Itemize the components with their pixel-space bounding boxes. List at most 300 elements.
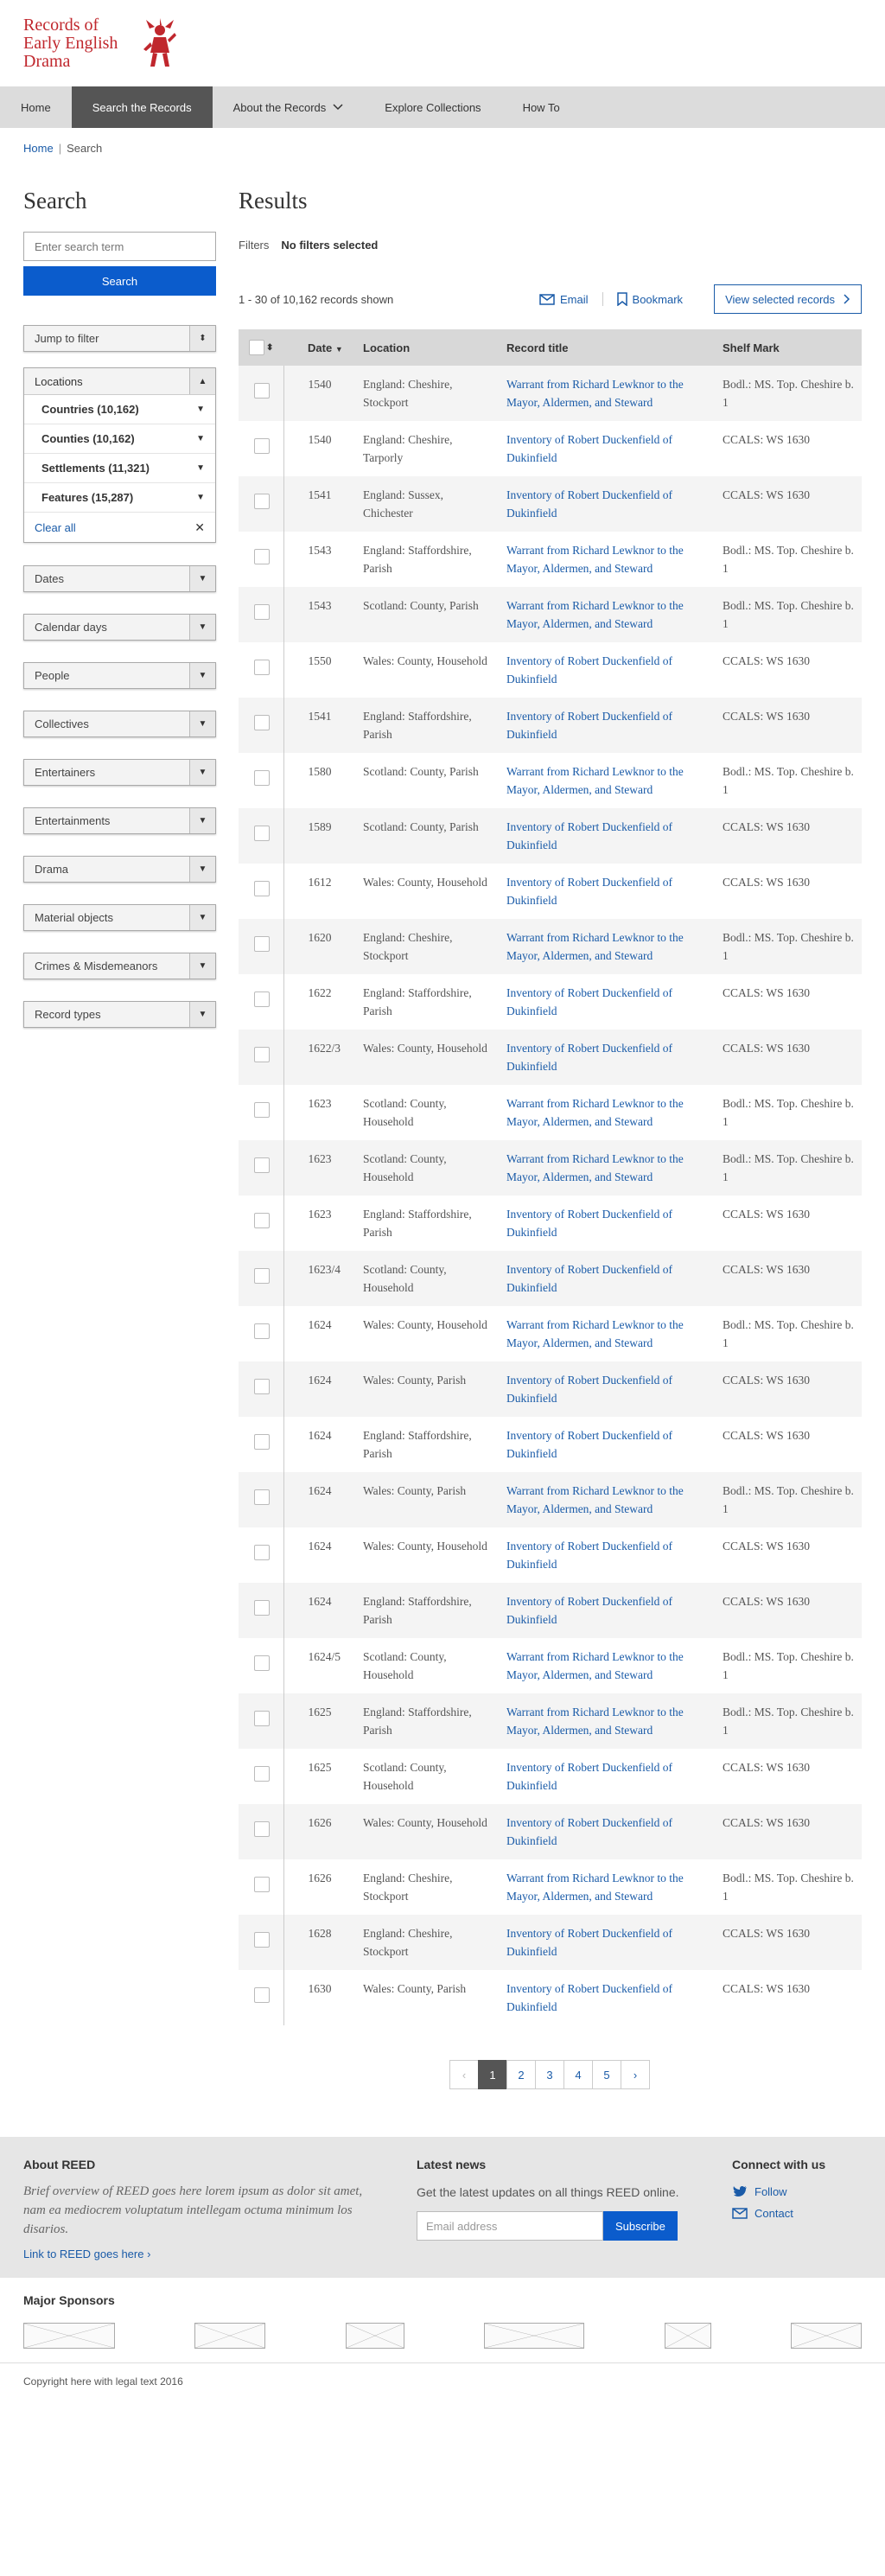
row-checkbox[interactable] [254, 1766, 270, 1782]
news-text: Get the latest updates on all things REED online. [417, 2185, 679, 2199]
row-location: Scotland: County, Household [356, 1251, 500, 1306]
table-row[interactable] [239, 1140, 862, 1196]
subscribe-button[interactable]: Subscribe [603, 2211, 678, 2241]
contact-link[interactable] [732, 2207, 862, 2220]
table-row[interactable] [239, 642, 862, 698]
table-row[interactable] [239, 1749, 862, 1804]
table-row[interactable] [239, 1915, 862, 1970]
row-checkbox[interactable] [254, 1600, 270, 1616]
row-date: 1624 [308, 1540, 332, 1553]
date-column-header[interactable] [283, 329, 356, 366]
row-checkbox[interactable] [254, 1434, 270, 1450]
table-row[interactable] [239, 1583, 862, 1638]
sidebar-heading: Search [23, 188, 87, 214]
table-row[interactable] [239, 1859, 862, 1915]
row-checkbox-cell[interactable] [239, 1804, 283, 1859]
row-title-cell [500, 532, 716, 587]
record-title-link[interactable]: Inventory of Robert Duckenfield of Dukinfield [506, 488, 672, 520]
row-checkbox-cell[interactable] [239, 1915, 283, 1970]
connect-heading: Connect with us [732, 2158, 826, 2171]
page-2-button[interactable]: 2 [506, 2060, 536, 2089]
row-checkbox-cell[interactable] [239, 476, 283, 532]
table-header-row [239, 329, 862, 366]
row-checkbox-cell[interactable] [239, 1251, 283, 1306]
row-checkbox[interactable] [254, 1323, 270, 1339]
record-title-link[interactable]: Inventory of Robert Duckenfield of Dukinfield [506, 1374, 672, 1405]
row-checkbox[interactable] [254, 660, 270, 675]
facet-countries[interactable] [24, 395, 215, 424]
close-icon: ✕ [194, 520, 205, 534]
page-3-button[interactable]: 3 [535, 2060, 564, 2089]
search-button[interactable]: Search [23, 266, 216, 296]
table-row[interactable] [239, 1693, 862, 1749]
table-row[interactable] [239, 974, 862, 1030]
facet-material-objects-label: Material objects [35, 911, 114, 924]
results-panel [239, 169, 862, 2089]
clear-all-filters[interactable] [24, 513, 215, 542]
row-checkbox-cell[interactable] [239, 1693, 283, 1749]
row-shelf-mark: CCALS: WS 1630 [723, 1540, 811, 1553]
record-title-link[interactable]: Inventory of Robert Duckenfield of Dukinfield [506, 1595, 672, 1626]
about-link[interactable]: Link to REED goes here › [23, 2248, 151, 2260]
row-checkbox-cell[interactable] [239, 1085, 283, 1140]
row-checkbox[interactable] [254, 1545, 270, 1560]
facet-crimes-label: Crimes & Misdemeanors [35, 960, 158, 972]
row-checkbox-cell[interactable] [239, 1472, 283, 1527]
caret-down-icon: ▼ [196, 434, 205, 443]
row-date: 1624 [308, 1318, 332, 1331]
table-row[interactable] [239, 864, 862, 919]
follow-label: Follow [754, 2185, 787, 2198]
row-checkbox[interactable] [254, 1489, 270, 1505]
row-shelf-mark: Bodl.: MS. Top. Cheshire b. 1 [723, 1097, 854, 1128]
view-selected-button[interactable] [714, 284, 862, 314]
envelope-icon [539, 294, 555, 305]
date-column-label: Date [308, 341, 333, 354]
newsletter-email-input[interactable]: Email address [417, 2211, 603, 2241]
row-title-cell [500, 1417, 716, 1472]
record-title-link[interactable]: Inventory of Robert Duckenfield of Dukinfield [506, 986, 672, 1017]
row-title-cell [500, 587, 716, 642]
row-checkbox-cell[interactable] [239, 1417, 283, 1472]
row-checkbox-cell[interactable] [239, 1970, 283, 2025]
table-row[interactable] [239, 1030, 862, 1085]
facet-people-label: People [35, 669, 70, 682]
facet-settlements-label: Settlements (11,321) [41, 462, 150, 475]
row-checkbox[interactable] [254, 1157, 270, 1173]
record-title-link[interactable]: Warrant from Richard Lewknor to the Mayor, Aldermen, and Steward [506, 378, 684, 409]
chevron-down-icon [333, 104, 343, 111]
row-checkbox-cell[interactable] [239, 698, 283, 753]
record-title-link[interactable]: Inventory of Robert Duckenfield of Dukinfield [506, 433, 672, 464]
row-date: 1624 [283, 1472, 356, 1527]
row-location: Scotland: County, Household [356, 1140, 500, 1196]
facet-crimes[interactable] [23, 953, 216, 979]
row-checkbox-cell[interactable] [239, 753, 283, 808]
row-date: 1625 [283, 1693, 356, 1749]
record-title-link[interactable]: Warrant from Richard Lewknor to the Mayor, Aldermen, and Steward [506, 1318, 684, 1349]
sort-arrows-icon: ⬍ [266, 342, 274, 353]
row-date: 1623 [283, 1140, 356, 1196]
sponsor-logo-placeholder[interactable] [194, 2323, 265, 2349]
row-shelf-mark: Bodl.: MS. Top. Cheshire b. 1 [723, 544, 854, 575]
table-row[interactable] [239, 1638, 862, 1693]
row-title-cell [500, 366, 716, 421]
sort-down-icon: ▼ [334, 344, 343, 354]
row-location: England: Cheshire, Stockport [356, 1915, 500, 1970]
record-title-link[interactable]: Inventory of Robert Duckenfield of Dukinfield [506, 820, 672, 851]
row-title-cell [500, 1085, 716, 1140]
row-date: 1623 [308, 1097, 332, 1110]
record-title-link[interactable]: Inventory of Robert Duckenfield of Dukinfield [506, 1816, 672, 1847]
row-checkbox-cell[interactable] [239, 1306, 283, 1361]
row-date: 1624 [308, 1429, 332, 1442]
row-checkbox[interactable] [254, 1877, 270, 1892]
about-text: Brief overview of REED goes here lorem ipsum as dolor sit amet, nam ea mediocrem voluptatum intellegam octuma minimum los disarios. [23, 2184, 363, 2236]
record-title-link[interactable]: Warrant from Richard Lewknor to the Mayor, Aldermen, and Steward [506, 1152, 684, 1183]
row-checkbox[interactable] [254, 549, 270, 564]
row-location: England: Staffordshire, Parish [356, 1583, 500, 1638]
record-title-link[interactable]: Warrant from Richard Lewknor to the Mayor, Aldermen, and Steward [506, 1871, 684, 1903]
facet-material-objects[interactable] [23, 904, 216, 931]
row-location: England: Staffordshire, Parish [363, 986, 472, 1017]
bookmark-label: Bookmark [632, 292, 684, 306]
row-checkbox-cell[interactable] [239, 1361, 283, 1417]
next-page-button[interactable]: › [621, 2060, 650, 2089]
row-title-cell [500, 1361, 716, 1417]
row-location: Scotland: County, Parish [356, 587, 500, 642]
sponsor-logos [23, 2323, 862, 2349]
main-nav [0, 86, 885, 128]
row-title-cell [500, 476, 716, 532]
table-row[interactable] [239, 1472, 862, 1527]
prev-page-button[interactable]: ‹ [449, 2060, 479, 2089]
record-title-link[interactable]: Inventory of Robert Duckenfield of Dukinfield [506, 710, 672, 741]
row-checkbox-cell[interactable] [239, 421, 283, 476]
record-title-link[interactable]: Warrant from Richard Lewknor to the Mayor, Aldermen, and Steward [506, 1706, 684, 1737]
row-checkbox-cell[interactable] [239, 1583, 283, 1638]
table-row[interactable] [239, 919, 862, 974]
row-title-cell [500, 974, 716, 1030]
email-label: Email [560, 292, 589, 306]
table-row[interactable] [239, 1085, 862, 1140]
breadcrumb-home[interactable]: Home [23, 142, 54, 155]
caret-down-icon: ▼ [196, 493, 205, 502]
email-button[interactable] [525, 293, 602, 306]
row-title-cell [500, 1693, 716, 1749]
breadcrumb-current: Search [67, 142, 103, 155]
record-title-link[interactable]: Inventory of Robert Duckenfield of Dukinfield [506, 876, 672, 907]
facet-entertainments-label: Entertainments [35, 814, 111, 827]
site-title[interactable]: Records of Early English Drama [23, 15, 118, 71]
row-shelf-mark: Bodl.: MS. Top. Cheshire b. 1 [723, 1871, 854, 1903]
row-checkbox[interactable] [254, 494, 270, 509]
table-row[interactable] [239, 1527, 862, 1583]
row-title-cell [500, 864, 716, 919]
row-shelf-mark: Bodl.: MS. Top. Cheshire b. 1 [723, 1650, 854, 1681]
row-checkbox-cell[interactable] [239, 919, 283, 974]
row-date: 1630 [308, 1982, 332, 1995]
row-checkbox-cell[interactable] [239, 1527, 283, 1583]
follow-link[interactable] [732, 2185, 862, 2198]
row-title-cell [500, 1196, 716, 1251]
locations-facet-label: Locations [35, 374, 83, 388]
row-title-cell [500, 1306, 716, 1361]
table-row[interactable] [239, 1196, 862, 1251]
row-shelf-mark: CCALS: WS 1630 [716, 808, 862, 864]
row-date: 1622/3 [283, 1030, 356, 1085]
row-date: 1541 [283, 476, 356, 532]
select-all-column[interactable] [239, 329, 283, 366]
row-checkbox[interactable] [254, 826, 270, 841]
row-title-cell [500, 698, 716, 753]
row-date: 1622 [308, 986, 332, 999]
table-row[interactable] [239, 1306, 862, 1361]
row-checkbox[interactable] [254, 1987, 270, 2003]
row-checkbox[interactable] [254, 936, 270, 952]
row-title-cell [500, 1859, 716, 1915]
row-title-cell [500, 1472, 716, 1527]
row-location: Scotland: County, Household [363, 1097, 447, 1128]
facet-features[interactable] [24, 483, 215, 513]
row-checkbox[interactable] [254, 438, 270, 454]
row-checkbox-cell[interactable] [239, 808, 283, 864]
row-title-cell [500, 1251, 716, 1306]
facet-entertainers[interactable] [23, 759, 216, 786]
row-location: Wales: County, Parish [356, 1472, 500, 1527]
sponsor-logo-placeholder[interactable] [791, 2323, 862, 2349]
row-location: Scotland: County, Parish [363, 765, 479, 778]
sponsor-logo-placeholder[interactable] [484, 2323, 584, 2349]
facet-counties[interactable] [24, 424, 215, 454]
page-5-button[interactable]: 5 [592, 2060, 621, 2089]
title-column-header: Record title [500, 329, 716, 366]
row-checkbox-cell[interactable] [239, 587, 283, 642]
row-location: Wales: County, Household [356, 1804, 500, 1859]
row-checkbox[interactable] [254, 881, 270, 896]
row-shelf-mark: Bodl.: MS. Top. Cheshire b. 1 [716, 366, 862, 421]
row-checkbox[interactable] [254, 1821, 270, 1837]
row-location: Wales: County, Household [363, 1540, 487, 1553]
caret-down-icon: ▼ [189, 953, 215, 979]
table-row[interactable] [239, 1804, 862, 1859]
row-checkbox[interactable] [254, 992, 270, 1007]
row-date: 1623/4 [283, 1251, 356, 1306]
record-title-link[interactable]: Inventory of Robert Duckenfield of Dukinfield [506, 1982, 672, 2013]
page-4-button[interactable]: 4 [563, 2060, 593, 2089]
table-row[interactable] [239, 808, 862, 864]
site-logo[interactable] [23, 16, 177, 71]
row-checkbox-cell[interactable] [239, 1196, 283, 1251]
record-title-link[interactable]: Inventory of Robert Duckenfield of Dukinfield [506, 1208, 672, 1239]
nav-home[interactable]: Home [21, 100, 51, 114]
row-date: 1625 [308, 1761, 332, 1774]
results-table [239, 329, 862, 2025]
sponsor-logo-placeholder[interactable] [665, 2323, 711, 2349]
row-location: England: Staffordshire, Parish [363, 1429, 472, 1460]
facet-collectives[interactable] [23, 711, 216, 737]
row-checkbox[interactable] [254, 770, 270, 786]
row-checkbox-cell[interactable] [239, 1030, 283, 1085]
sponsor-logo-placeholder[interactable] [23, 2323, 115, 2349]
row-title-cell [500, 1527, 716, 1583]
row-checkbox-cell[interactable] [239, 366, 283, 421]
record-title-link[interactable]: Warrant from Richard Lewknor to the Mayor, Aldermen, and Steward [506, 931, 684, 962]
caret-down-icon: ▼ [196, 463, 205, 473]
results-heading: Results [239, 188, 308, 214]
row-checkbox[interactable] [254, 1268, 270, 1284]
row-checkbox[interactable] [254, 1711, 270, 1726]
row-date: 1543 [308, 544, 332, 557]
facet-people[interactable] [23, 662, 216, 689]
table-row[interactable] [239, 366, 862, 421]
row-checkbox[interactable] [254, 1213, 270, 1228]
row-title-cell [500, 1804, 716, 1859]
nav-about-records[interactable] [213, 86, 365, 128]
row-location: England: Cheshire, Tarporly [363, 433, 453, 464]
row-checkbox-cell[interactable] [239, 642, 283, 698]
row-checkbox[interactable] [254, 383, 270, 399]
results-count: 1 - 30 of 10,162 records shown [239, 292, 394, 306]
table-row[interactable] [239, 587, 862, 642]
results-toolbar [239, 284, 862, 314]
view-selected-label: View selected records [725, 292, 835, 306]
row-title-cell [500, 1749, 716, 1804]
row-shelf-mark: CCALS: WS 1630 [723, 986, 811, 999]
row-checkbox-cell[interactable] [239, 1859, 283, 1915]
row-checkbox-cell[interactable] [239, 1749, 283, 1804]
table-row[interactable] [239, 698, 862, 753]
row-location: Wales: County, Household [363, 654, 487, 667]
facet-record-types-label: Record types [35, 1008, 101, 1021]
record-title-link[interactable]: Inventory of Robert Duckenfield of Dukinfield [506, 1761, 672, 1792]
row-checkbox-cell[interactable] [239, 864, 283, 919]
facet-entertainments[interactable] [23, 807, 216, 834]
record-title-link[interactable]: Inventory of Robert Duckenfield of Dukinfield [506, 1263, 672, 1294]
table-row[interactable] [239, 1970, 862, 2025]
row-title-cell [500, 808, 716, 864]
row-location: England: Staffordshire, Parish [363, 1208, 472, 1239]
row-shelf-mark: CCALS: WS 1630 [716, 1030, 862, 1085]
row-checkbox-cell[interactable] [239, 532, 283, 587]
row-title-cell [500, 919, 716, 974]
row-checkbox[interactable] [254, 604, 270, 620]
envelope-icon [732, 2208, 748, 2219]
caret-down-icon: ▼ [189, 1002, 215, 1027]
nav-about-records-label: About the Records [232, 100, 327, 114]
row-date: 1626 [308, 1871, 332, 1884]
facet-drama-label: Drama [35, 863, 69, 876]
record-title-link[interactable]: Inventory of Robert Duckenfield of Dukinfield [506, 1429, 672, 1460]
row-shelf-mark: CCALS: WS 1630 [723, 654, 811, 667]
table-row[interactable] [239, 1417, 862, 1472]
row-checkbox[interactable] [254, 1047, 270, 1062]
record-title-link[interactable]: Inventory of Robert Duckenfield of Dukinfield [506, 1540, 672, 1571]
nav-how-to[interactable]: How To [522, 100, 560, 114]
row-location: Wales: County, Household [363, 1318, 487, 1331]
row-checkbox-cell[interactable] [239, 1140, 283, 1196]
active-filters [239, 239, 862, 252]
caret-down-icon: ▼ [189, 857, 215, 882]
table-row[interactable] [239, 1251, 862, 1306]
record-title-link[interactable]: Warrant from Richard Lewknor to the Mayor, Aldermen, and Steward [506, 1097, 684, 1128]
row-location: England: Staffordshire, Parish [356, 698, 500, 753]
row-location: Scotland: County, Parish [356, 808, 500, 864]
facet-drama[interactable] [23, 856, 216, 883]
row-title-cell [500, 642, 716, 698]
row-shelf-mark: CCALS: WS 1630 [723, 876, 811, 889]
row-checkbox[interactable] [254, 1932, 270, 1948]
caret-down-icon: ▼ [196, 405, 205, 414]
row-checkbox[interactable] [254, 1102, 270, 1118]
row-location: Scotland: County, Household [363, 1650, 447, 1681]
table-row[interactable] [239, 753, 862, 808]
row-title-cell [500, 1030, 716, 1085]
facet-calendar-days[interactable] [23, 614, 216, 641]
row-location: England: Staffordshire, Parish [356, 1693, 500, 1749]
record-title-link[interactable]: Inventory of Robert Duckenfield of Dukinfield [506, 1927, 672, 1958]
table-row[interactable] [239, 1361, 862, 1417]
row-location: England: Cheshire, Stockport [356, 366, 500, 421]
row-title-cell [500, 1140, 716, 1196]
row-checkbox-cell[interactable] [239, 1638, 283, 1693]
facet-settlements[interactable] [24, 454, 215, 483]
record-title-link[interactable]: Warrant from Richard Lewknor to the Mayor, Aldermen, and Steward [506, 599, 684, 630]
record-title-link[interactable]: Warrant from Richard Lewknor to the Mayor, Aldermen, and Steward [506, 765, 684, 796]
filters-value: No filters selected [281, 239, 379, 252]
facet-calendar-days-label: Calendar days [35, 621, 107, 634]
clear-all-label: Clear all [35, 520, 76, 534]
table-row[interactable] [239, 476, 862, 532]
jump-to-filter-label: Jump to filter [35, 332, 99, 345]
facet-record-types[interactable] [23, 1001, 216, 1028]
page-1-button[interactable]: 1 [478, 2060, 507, 2089]
row-date: 1550 [308, 654, 332, 667]
jump-to-filter-select[interactable] [23, 325, 216, 352]
select-all-checkbox[interactable] [249, 340, 264, 355]
bookmark-button[interactable] [602, 292, 697, 306]
row-date: 1624 [283, 1361, 356, 1417]
record-title-link[interactable]: Inventory of Robert Duckenfield of Dukinfield [506, 1042, 672, 1073]
connect-section [732, 2158, 862, 2260]
locations-facet-header[interactable] [24, 368, 215, 395]
row-checkbox[interactable] [254, 715, 270, 730]
row-location: Wales: County, Parish [363, 1982, 467, 1995]
row-date: 1626 [283, 1804, 356, 1859]
row-date: 1540 [308, 433, 332, 446]
facet-dates[interactable] [23, 565, 216, 592]
search-input[interactable] [23, 232, 216, 261]
site-header [0, 0, 885, 86]
record-title-link[interactable]: Warrant from Richard Lewknor to the Mayor, Aldermen, and Steward [506, 1484, 684, 1515]
row-shelf-mark: Bodl.: MS. Top. Cheshire b. 1 [716, 587, 862, 642]
row-checkbox[interactable] [254, 1379, 270, 1394]
row-date: 1628 [283, 1915, 356, 1970]
nav-search-records[interactable]: Search the Records [72, 86, 213, 128]
table-row[interactable] [239, 421, 862, 476]
record-title-link[interactable]: Warrant from Richard Lewknor to the Mayor, Aldermen, and Steward [506, 1650, 684, 1681]
row-checkbox[interactable] [254, 1655, 270, 1671]
sponsor-logo-placeholder[interactable] [346, 2323, 404, 2349]
row-checkbox-cell[interactable] [239, 974, 283, 1030]
table-row[interactable] [239, 532, 862, 587]
nav-explore-collections[interactable]: Explore Collections [385, 100, 481, 114]
row-shelf-mark: CCALS: WS 1630 [723, 1429, 811, 1442]
record-title-link[interactable]: Warrant from Richard Lewknor to the Mayor, Aldermen, and Steward [506, 544, 684, 575]
record-title-link[interactable]: Inventory of Robert Duckenfield of Dukinfield [506, 654, 672, 685]
news-section [417, 2158, 684, 2260]
row-shelf-mark: CCALS: WS 1630 [716, 1583, 862, 1638]
